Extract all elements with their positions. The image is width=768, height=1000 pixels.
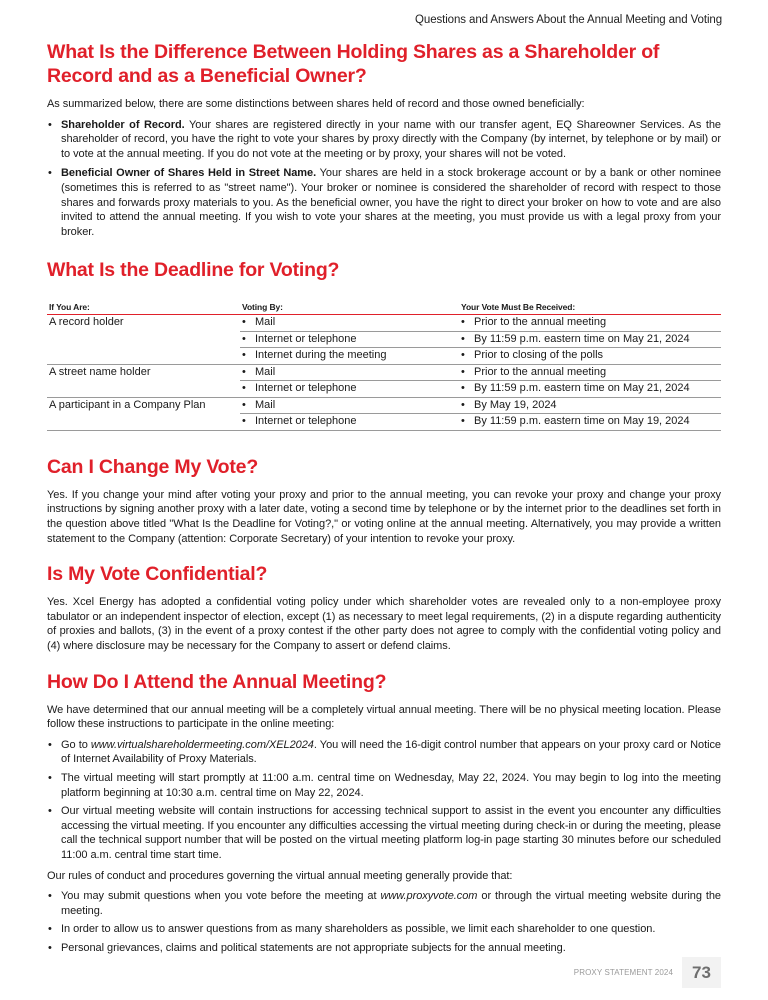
page-footer bbox=[574, 957, 721, 988]
paragraph: As summarized below, there are some distinctions between shares held of record and those owned beneficially: bbox=[47, 98, 585, 110]
list-item-text: Personal grievances, claims and political statements are not appropriate subjects for the annual meeting. bbox=[61, 941, 566, 954]
list-item bbox=[47, 771, 721, 800]
table-cell-received: • Prior to the annual meeting bbox=[459, 315, 721, 332]
table-cell-holder-type: A record holder bbox=[47, 315, 240, 365]
list-item bbox=[47, 922, 721, 937]
table-cell-received: • By 11:59 p.m. eastern time on May 21, 2024 bbox=[459, 331, 721, 348]
section-heading-confidential: Is My Vote Confidential? bbox=[47, 563, 268, 586]
column-header: If You Are: bbox=[47, 302, 240, 315]
table-cell-voting-by: • Mail bbox=[240, 364, 459, 381]
table-cell-received: • Prior to the annual meeting bbox=[459, 364, 721, 381]
table-cell-voting-by: • Mail bbox=[240, 315, 459, 332]
list-item-text: or through the virtual meeting website during the meeting. bbox=[61, 890, 721, 917]
table-cell-voting-by: • Internet or telephone bbox=[240, 331, 459, 348]
bullet-list bbox=[47, 118, 721, 240]
list-item bbox=[47, 738, 721, 767]
table-cell-received: • By 11:59 p.m. eastern time on May 21, 2024 bbox=[459, 381, 721, 398]
table-cell-voting-by: • Internet during the meeting bbox=[240, 348, 459, 365]
section-heading-deadline: What Is the Deadline for Voting? bbox=[47, 259, 340, 282]
list-item-text: Your shares are registered directly in your name with our transfer agent, EQ Shareowner Services. As the shareholder of record, you have the right to vote your shares by proxy directly with the Company (by internet, by telephone or by mail) or to vote at the annual meeting. If you do not vote at the meeting or by proxy, your shares will not be voted. bbox=[61, 118, 721, 160]
list-item-lead: Shareholder of Record. bbox=[61, 118, 185, 131]
paragraph: Yes. Xcel Energy has adopted a confidential voting policy under which shareholder votes are revealed only to a non-employee proxy tabulator or an independent inspector of election, except (1) as necessary to meet legal requirements, (2) in a dispute regarding authenticity of proxies and ballots, (3) in the event of a proxy contest if the other party does not agree to comply with the confidential voting policy and (4) where disclosure may be necessary for the Company to assert or defend claims. bbox=[47, 596, 721, 652]
table-cell-voting-by: • Internet or telephone bbox=[240, 414, 459, 431]
list-item-text: You may submit questions when you vote before the meeting at bbox=[61, 890, 381, 903]
list-item-text: Our virtual meeting website will contain instructions for accessing technical support to assist in the event you encounter any difficulties accessing the virtual meeting. If you encounter any difficulties accessing the virtual meeting during check-in or during the meeting, please call the technical support number that will be posted on the virtual meeting platform log-in page starting 30 minutes before our scheduled 11:00 a.m. central time start time. bbox=[61, 805, 721, 861]
page-content bbox=[47, 40, 721, 956]
list-item-text: . You will need the 16-digit control number that appears on your proxy card or Notice of Internet Availability of Proxy Materials. bbox=[61, 738, 721, 766]
list-item bbox=[47, 166, 721, 239]
list-item-lead: Beneficial Owner of Shares Held in Street Name. bbox=[61, 167, 317, 180]
footer-label: PROXY STATEMENT 2024 bbox=[573, 968, 673, 977]
table-row bbox=[47, 397, 721, 414]
table-row bbox=[47, 315, 721, 332]
list-item-text: In order to allow us to answer questions from as many shareholders as possible, we limit each shareholder to one question. bbox=[61, 923, 656, 936]
page-number: 73 bbox=[692, 962, 711, 982]
table-cell-voting-by: • Internet or telephone bbox=[240, 381, 459, 398]
list-item bbox=[47, 889, 721, 918]
running-head: Questions and Answers About the Annual Meeting and Voting bbox=[415, 14, 722, 26]
page-number-box bbox=[682, 957, 721, 988]
table-header-row bbox=[47, 302, 721, 315]
paragraph: Our rules of conduct and procedures governing the virtual annual meeting generally provide that: bbox=[47, 869, 513, 882]
meeting-url-link[interactable]: www.virtualshareholdermeeting.com/XEL2024 bbox=[90, 738, 314, 751]
list-item-text: Go to bbox=[61, 738, 91, 751]
proxyvote-link[interactable]: www.proxyvote.com bbox=[380, 890, 478, 903]
column-header: Your Vote Must Be Received: bbox=[459, 302, 721, 315]
paragraph: Yes. If you change your mind after voting your proxy and prior to the annual meeting, you can revoke your proxy and change your proxy instructions by signing another proxy with a later date, voting a second time by telephone or by the internet prior to the deadlines set forth in the question above titled "What Is the Deadline for Voting?," or voting online at the annual meeting. Alternatively, you may provide a written statement to the Company (attention: Corporate Secretary) of your intention to revoke your proxy. bbox=[47, 488, 721, 545]
list-item bbox=[47, 804, 721, 862]
table-cell-holder-type: A street name holder bbox=[47, 364, 240, 397]
table-cell-holder-type: A participant in a Company Plan bbox=[47, 397, 240, 430]
bullet-list bbox=[47, 889, 721, 955]
list-item-text: Your shares are held in a stock brokerage account or by a bank or other nominee (sometimes this is referred to as "street name"). Your broker or nominee is considered the shareholder of record with respect to those shares and forwards proxy materials to you. As the beneficial owner, you have the right to direct your broker on how to vote and are also invited to attend the annual meeting. If you wish to vote your shares at the meeting, you must provide us with a legal proxy from your broker. bbox=[61, 167, 722, 238]
list-item-text: The virtual meeting will start promptly at 11:00 a.m. central time on Wednesday, May 22, 2024. You may begin to log into the meeting platform beginning at 10:30 a.m. central time on May 22, 2024. bbox=[61, 771, 721, 799]
list-item bbox=[47, 941, 721, 956]
section-heading-change-vote: Can I Change My Vote? bbox=[47, 455, 259, 478]
bullet-list bbox=[47, 738, 721, 863]
column-header: Voting By: bbox=[240, 302, 459, 315]
voting-deadline-table bbox=[47, 302, 721, 431]
table-cell-voting-by: • Mail bbox=[240, 397, 459, 414]
list-item bbox=[47, 118, 721, 162]
section-heading-attend: How Do I Attend the Annual Meeting? bbox=[47, 670, 387, 693]
table-cell-received: • By May 19, 2024 bbox=[459, 397, 721, 414]
section-heading-holding: What Is the Difference Between Holding Shares as a Shareholder of Record and as a Beneficial Owner? bbox=[47, 41, 660, 87]
paragraph: We have determined that our annual meeting will be a completely virtual annual meeting. There will be no physical meeting location. Please follow these instructions to participate in the online meeting: bbox=[47, 703, 721, 731]
table-cell-received: • Prior to closing of the polls bbox=[459, 348, 721, 365]
table-cell-received: • By 11:59 p.m. eastern time on May 19, 2024 bbox=[459, 414, 721, 431]
table-row bbox=[47, 364, 721, 381]
